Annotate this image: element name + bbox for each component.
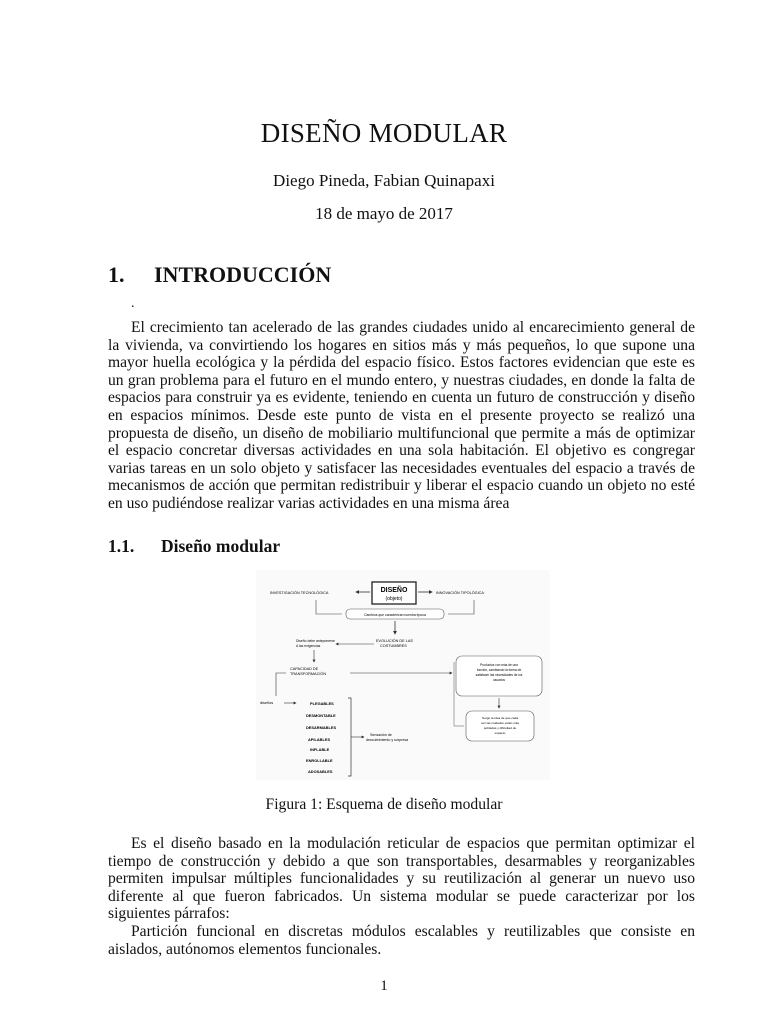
products-line-1: Productos con más de una — [480, 663, 518, 667]
label-changes: Cambios que caracterizan nuestra época — [364, 613, 426, 617]
label-design-before-1: Diseño debe anteponerse — [296, 639, 335, 643]
subsection-title: Diseño modular — [161, 536, 281, 556]
paper-authors: Diego Pineda, Fabian Quinapaxi — [273, 171, 495, 190]
label-investigation: INVESTIGACIÓN TECNOLÓGICA — [270, 591, 329, 595]
label-evolution-2: COSTUMBRES — [380, 644, 407, 648]
list-item: APILABLES — [308, 737, 331, 742]
section-dot: . — [131, 296, 135, 311]
label-innovation: INNOVACIÓN TIPOLÓGICA — [436, 591, 484, 595]
main-box-label: DISEÑO — [380, 587, 408, 594]
list-item: INFLABLE — [310, 747, 330, 752]
list-item: DESMONTABLE — [306, 713, 336, 718]
label-design-before-2: A las exigencias — [296, 644, 321, 648]
list-item: ADOSABLES — [308, 769, 333, 774]
city-line-3: pobladas y dificultad de — [483, 726, 517, 730]
intro-paragraph: El crecimiento tan acelerado de las grandes ciudades unido al encarecimiento general de la vivienda, va convirtiendo los hogares en sitios más y más pequeños, lo que supone una mayor huella ecológica y la pérdida del espacio físico. Estos factores evidencian que este es un gran problema para el futuro en el mundo entero, y nuestras ciudades, en donde la falta de espacios para construir ya es evidente, teniendo en cuenta un futuro de construcción y diseño en espacios mínimos. Desde este punto de vista en el presente proyecto se realizó una propuesta de diseño, un diseño de mobiliario multifuncional que permite a más de optimizar el espacio concretar diversas actividades en una sola habitación. El objetivo es congregar varias tareas en un solo objeto y satisfacer las necesidades eventuales del espacio a través de mecanismos de acción que permitan redistribuir y liberar el espacio cuando un objeto no esté en uso pudiéndose realizar varias actividades en una misma área — [108, 319, 695, 512]
modular-design-diagram — [256, 570, 550, 780]
products-line-2: función, cambiando la forma de — [476, 668, 522, 672]
label-capacity-1: CAPACIDAD DE — [290, 667, 319, 671]
label-sensation-2: descubrimiento y sorpresa — [366, 738, 409, 742]
label-sensation-1: Sensación de — [370, 733, 392, 737]
paper-title: DISEÑO MODULAR — [260, 118, 508, 148]
section-number: 1. — [108, 262, 125, 287]
paper-date: 18 de mayo de 2017 — [315, 204, 453, 223]
main-box-sublabel: (objeto) — [385, 596, 403, 602]
subsection-number: 1.1. — [108, 536, 135, 556]
list-item: ENROLLABLE — [306, 758, 333, 763]
page-number: 1 — [380, 978, 388, 994]
body-paragraph-2: Es el diseño basado en la modulación reticular de espacios que permitan optimizar el tiempo de construcción y debido a que son transportables, desarmables y reorganizables permiten impulsar múltiples funcionalidades y su reutilización al generar un nuevo uso diferente al que fueron fabricados. Un sistema modular se puede caracterizar por los siguientes párrafos: — [108, 835, 695, 923]
city-line-2: vez las ciudades están más — [480, 721, 520, 725]
list-item: PLEGABLES — [310, 701, 334, 706]
subsection-heading — [108, 536, 280, 557]
body-paragraph-3: Partición funcional en discretas módulos escalables y reutilizables que consiste en aislados, autónomos elementos funcionales. — [108, 923, 695, 958]
products-line-4: usuarios — [492, 678, 506, 682]
section-heading — [108, 262, 331, 288]
city-line-4: espacio — [494, 731, 506, 735]
city-line-1: Surge la idea de que cada — [481, 716, 519, 720]
figure-caption: Figura 1: Esquema de diseño modular — [265, 796, 503, 813]
section-title: INTRODUCCIÓN — [154, 262, 332, 287]
label-evolution-1: EVOLUCIÓN DE LAS — [376, 639, 413, 643]
label-capacity-2: TRANSFORMACIÓN — [290, 672, 327, 676]
label-disenos: diseños — [260, 701, 274, 705]
products-line-3: satisfacer las necesidades de los — [475, 673, 523, 677]
list-item: DESARMABLES — [306, 725, 337, 730]
